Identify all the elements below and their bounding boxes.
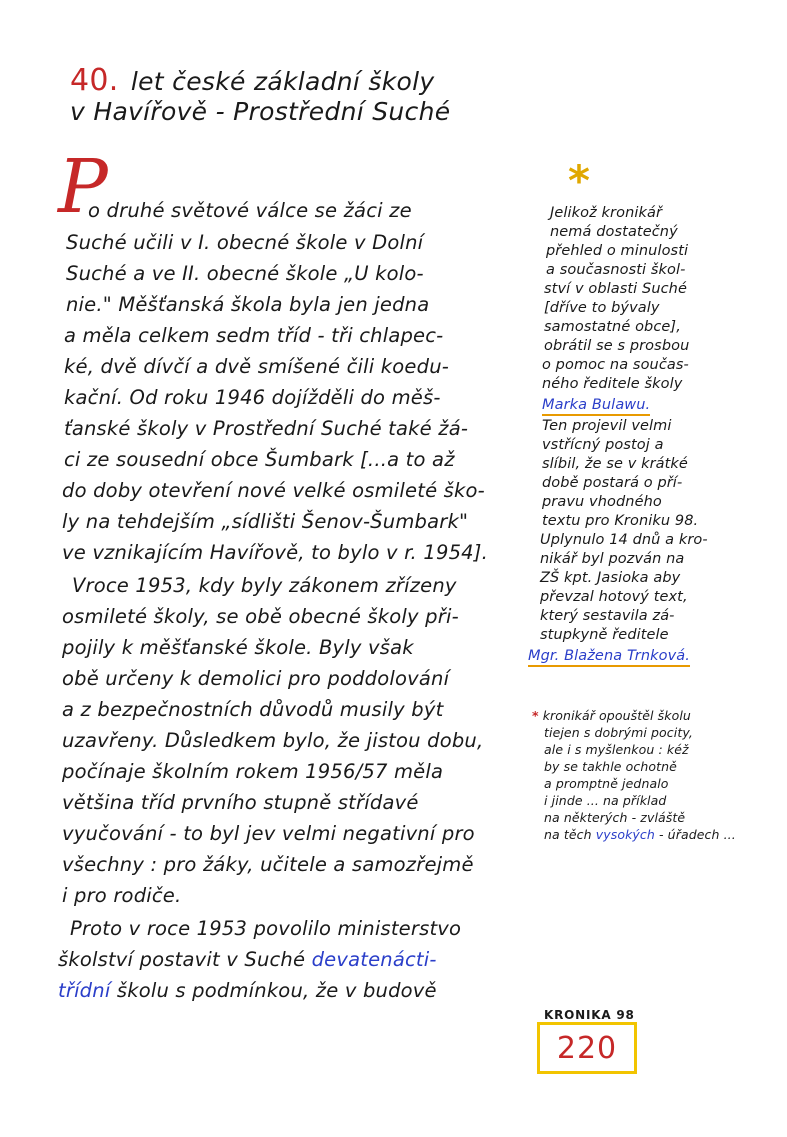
- side-line: ného ředitele školy: [542, 376, 683, 392]
- side-line: nemá dostatečný: [550, 224, 678, 240]
- side-line: přehled o minulosti: [546, 243, 689, 259]
- main-line: většina tříd prvního stupně střídavé: [62, 791, 419, 814]
- footnote-line: tiejen s dobrými pocity,: [544, 725, 693, 740]
- side-line: Ten projevil velmi: [542, 418, 672, 434]
- page-title: [70, 63, 510, 127]
- main-line: [58, 947, 437, 973]
- side-line: stupkyně ředitele: [540, 627, 669, 643]
- side-line: o pomoc na součas-: [542, 357, 689, 373]
- main-line: [58, 978, 437, 1004]
- main-line: ve vznikajícím Havířově, to bylo v r. 1954].: [62, 541, 488, 564]
- main-line: Proto v roce 1953 povolilo ministerstvo: [70, 917, 462, 940]
- side-line: který sestavila zá-: [540, 608, 675, 624]
- footnote-line: a promptně jednalo: [544, 776, 669, 791]
- main-line: nie." Měšťanská škola byla jen jedna: [66, 293, 430, 316]
- side-line: [dříve to bývaly: [544, 300, 660, 316]
- title-line-2: v Havířově - Prostřední Suché: [70, 97, 451, 126]
- main-line: ké, dvě dívčí a dvě smíšené čili koedu-: [64, 355, 449, 378]
- side-line: Uplynulo 14 dnů a kro-: [540, 532, 708, 548]
- footnote-line: ale i s myšlenkou : kéž: [544, 742, 689, 757]
- side-line: slíbil, že se v krátké: [542, 456, 688, 472]
- highlight-blue: třídní: [58, 979, 111, 1002]
- title-text-1: let české základní školy: [130, 67, 435, 96]
- footnote-line: [532, 708, 691, 724]
- main-line: kační. Od roku 1946 dojížděli do měš-: [64, 386, 441, 409]
- main-line: obě určeny k demolici pro poddolování: [62, 667, 450, 690]
- page-number: 220: [556, 1030, 618, 1066]
- footnote-line: by se takhle ochotně: [544, 759, 677, 774]
- footnote-line: [544, 827, 736, 843]
- side-line: nikář byl pozván na: [540, 551, 685, 567]
- side-line: době postará o pří-: [542, 475, 683, 491]
- drop-cap: P: [58, 144, 108, 230]
- highlighted-name: Marka Bulawu.: [542, 397, 650, 416]
- main-line: všechny : pro žáky, učitele a samozřejmě: [62, 853, 474, 876]
- main-line: Suché učili v I. obecné škole v Dolní: [66, 231, 424, 254]
- main-line: a z bezpečnostních důvodů musily být: [62, 698, 444, 721]
- main-line: uzavřeny. Důsledkem bylo, že jistou dobu,: [62, 729, 484, 752]
- main-line: ly na tehdejším „sídlišti Šenov-Šumbark": [62, 510, 469, 533]
- main-line-part: školství postavit v Suché: [58, 948, 306, 971]
- highlight-blue: devatenácti-: [311, 948, 437, 971]
- side-line: ství v oblasti Suché: [544, 281, 687, 297]
- main-line-part: školu s podmínkou, že v budově: [116, 979, 437, 1002]
- side-line: vstřícný postoj a: [542, 437, 664, 453]
- footnote-text: - úřadech ...: [659, 827, 736, 842]
- footnote-text: kronikář opouštěl školu: [542, 708, 691, 723]
- main-line: počínaje školním rokem 1956/57 měla: [62, 760, 444, 783]
- title-line-1: [70, 63, 510, 98]
- main-line: vyučování - to byl jev velmi negativní pro: [62, 822, 475, 845]
- footnote-text: na těch: [544, 827, 592, 842]
- side-line-name: [542, 396, 650, 414]
- main-line: ťanské školy v Prostřední Suché také žá-: [64, 417, 469, 440]
- main-line: ci ze sousední obce Šumbark [...a to až: [64, 448, 455, 471]
- side-line: textu pro Kroniku 98.: [542, 513, 699, 529]
- main-line: do doby otevření nové velké osmileté ško-: [62, 479, 485, 502]
- side-line: obrátil se s prosbou: [544, 338, 690, 354]
- side-line-name: [528, 647, 690, 665]
- side-line: samostatné obce],: [544, 319, 681, 335]
- side-line: Jelikož kronikář: [550, 205, 663, 221]
- asterisk-icon: *: [568, 156, 590, 205]
- side-line: převzal hotový text,: [540, 589, 688, 605]
- footnote-line: i jinde ... na příklad: [544, 793, 667, 808]
- footnote-star-icon: *: [532, 708, 539, 723]
- footnote-line: na některých - zvláště: [544, 810, 686, 825]
- main-line: i pro rodiče.: [62, 884, 182, 907]
- main-line: Vroce 1953, kdy byly zákonem zřízeny: [72, 574, 457, 597]
- main-line: pojily k měšťanské škole. Byly však: [62, 636, 414, 659]
- side-line: pravu vhodného: [542, 494, 662, 510]
- main-line: osmileté školy, se obě obecné školy při-: [62, 605, 459, 628]
- main-line: Suché a ve II. obecné škole „U kolo-: [66, 262, 424, 285]
- page-number-frame: [537, 1022, 637, 1074]
- main-line: o druhé světové válce se žáci ze: [88, 199, 412, 222]
- side-line: ZŠ kpt. Jasioka aby: [540, 570, 681, 586]
- side-line: a současnosti škol-: [546, 262, 686, 278]
- highlight-blue: vysokých: [595, 827, 655, 842]
- chronicle-label: KRONIKA 98: [544, 1008, 635, 1022]
- main-line: a měla celkem sedm tříd - tři chlapec-: [64, 324, 444, 347]
- title-number: 40.: [70, 63, 119, 98]
- highlighted-name: Mgr. Blažena Trnková.: [528, 648, 690, 667]
